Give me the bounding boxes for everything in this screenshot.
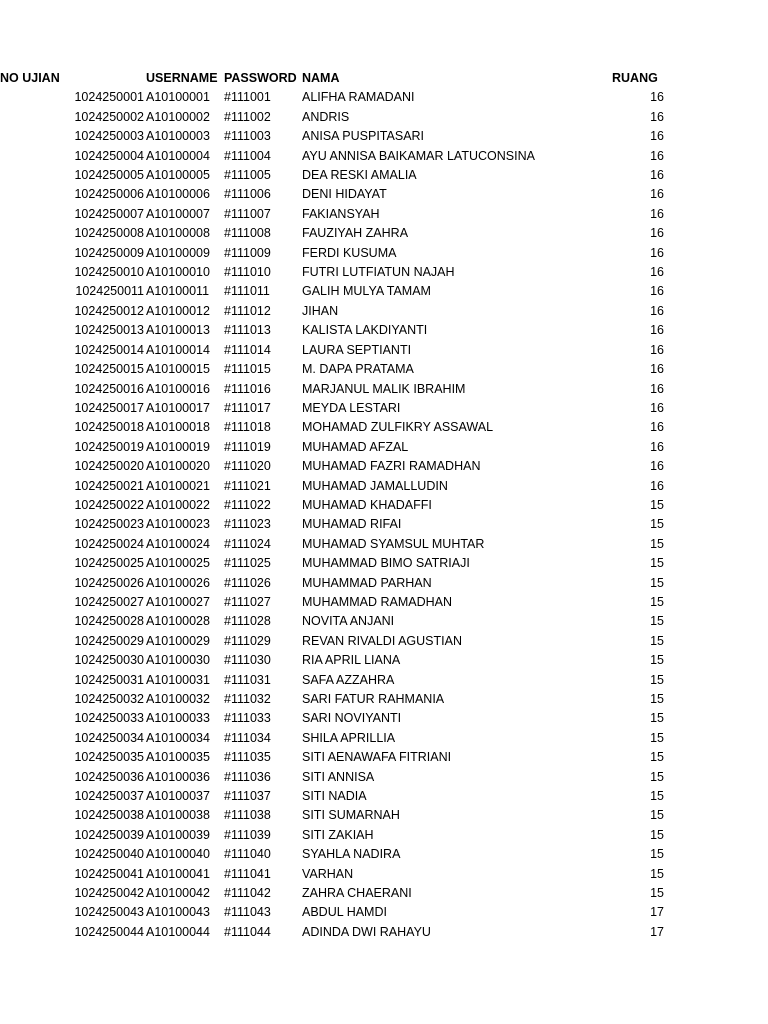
cell-password: #111004: [224, 148, 271, 163]
cell-username: A10100041: [146, 866, 210, 881]
cell-password: #111015: [224, 362, 271, 377]
table-row: [0, 205, 664, 224]
cell-username: A10100042: [146, 886, 210, 901]
cell-no-ujian: 1024250014: [74, 342, 144, 357]
cell-username: A10100043: [146, 905, 210, 920]
cell-ruang: 15: [650, 536, 664, 551]
cell-nama: GALIH MULYA TAMAM: [302, 284, 431, 299]
cell-no-ujian: 1024250044: [74, 924, 144, 939]
cell-username: A10100033: [146, 711, 210, 726]
cell-nama: MUHAMMAD RAMADHAN: [302, 594, 452, 609]
cell-no-ujian: 1024250012: [74, 303, 144, 318]
header-password: PASSWORD: [224, 71, 297, 85]
table-row: [0, 709, 664, 728]
cell-nama: SARI FATUR RAHMANIA: [302, 692, 445, 706]
cell-ruang: 16: [650, 459, 664, 474]
cell-nama: LAURA SEPTIANTI: [302, 342, 412, 357]
cell-password: #111024: [224, 536, 271, 551]
cell-ruang: 16: [650, 362, 664, 377]
cell-username: A10100040: [146, 847, 210, 862]
cell-password: #111016: [224, 381, 271, 396]
cell-password: #111018: [224, 420, 271, 435]
cell-password: #111012: [224, 303, 271, 318]
cell-password: #111005: [224, 168, 271, 183]
table-row: [0, 108, 664, 127]
cell-ruang: 15: [650, 730, 664, 745]
table-row: [0, 282, 664, 301]
table-row: [0, 321, 664, 340]
cell-password: #111007: [224, 206, 271, 221]
cell-no-ujian: 1024250042: [74, 886, 144, 901]
table-row: [0, 166, 664, 185]
cell-password: #111021: [224, 478, 271, 493]
table-row: [0, 748, 664, 767]
cell-no-ujian: 1024250037: [74, 789, 144, 804]
table-row: [0, 787, 664, 806]
cell-no-ujian: 1024250036: [74, 769, 144, 784]
table-row: [0, 515, 664, 534]
cell-ruang: 16: [650, 206, 664, 221]
cell-nama: MARJANUL MALIK IBRAHIM: [302, 381, 466, 396]
cell-ruang: 15: [650, 750, 664, 765]
cell-ruang: 16: [650, 148, 664, 163]
cell-no-ujian: 1024250041: [74, 866, 144, 881]
table-row: [0, 127, 664, 146]
table-row: [0, 806, 664, 825]
cell-ruang: 16: [650, 439, 664, 454]
cell-nama: FAKIANSYAH: [302, 206, 380, 221]
cell-ruang: 16: [650, 323, 664, 338]
cell-password: #111023: [224, 517, 271, 532]
cell-username: A10100009: [146, 245, 210, 260]
cell-nama: MEYDA LESTARI: [302, 400, 401, 415]
cell-nama: MUHAMAD JAMALLUDIN: [302, 478, 448, 493]
cell-username: A10100022: [146, 497, 210, 512]
cell-password: #111003: [224, 129, 271, 144]
cell-nama: MUHAMMAD BIMO SATRIAJI: [302, 556, 470, 571]
cell-password: #111010: [224, 265, 271, 280]
cell-username: A10100003: [146, 129, 210, 144]
table-row: [0, 651, 664, 670]
cell-password: #111027: [224, 594, 271, 609]
cell-ruang: 16: [650, 303, 664, 318]
cell-username: A10100031: [146, 672, 210, 687]
cell-ruang: 15: [650, 614, 664, 629]
cell-ruang: 15: [650, 789, 664, 804]
cell-no-ujian: 1024250007: [74, 206, 144, 221]
header-username: USERNAME: [146, 71, 218, 85]
cell-password: #111041: [224, 866, 271, 881]
table-row: [0, 593, 664, 612]
cell-username: A10100028: [146, 614, 210, 629]
cell-password: #111026: [224, 575, 271, 590]
cell-no-ujian: 1024250034: [74, 730, 144, 745]
cell-username: A10100017: [146, 400, 210, 415]
cell-password: #111028: [224, 614, 271, 629]
cell-nama: AYU ANNISA BAIKAMAR LATUCONSINA: [302, 148, 535, 163]
cell-nama: SITI ANNISA: [302, 769, 375, 784]
cell-no-ujian: 1024250022: [74, 497, 144, 512]
table-row: [0, 574, 664, 593]
cell-ruang: 16: [650, 129, 664, 144]
cell-username: A10100005: [146, 168, 210, 183]
table-row: [0, 380, 664, 399]
cell-ruang: 15: [650, 847, 664, 862]
table-row: [0, 244, 664, 263]
cell-nama: ZAHRA CHAERANI: [302, 886, 412, 901]
table-row: [0, 224, 664, 243]
cell-no-ujian: 1024250002: [74, 109, 144, 124]
table-row: [0, 457, 664, 476]
cell-ruang: 17: [650, 924, 664, 939]
cell-nama: MOHAMAD ZULFIKRY ASSAWAL: [302, 420, 494, 435]
cell-username: A10100044: [146, 924, 210, 939]
cell-username: A10100039: [146, 827, 210, 842]
table-row: [0, 341, 664, 360]
cell-ruang: 15: [650, 711, 664, 726]
cell-nama: FAUZIYAH ZAHRA: [302, 226, 409, 241]
cell-nama: FERDI KUSUMA: [302, 245, 397, 260]
cell-username: A10100025: [146, 556, 210, 571]
cell-ruang: 16: [650, 400, 664, 415]
cell-password: #111020: [224, 459, 271, 474]
cell-no-ujian: 1024250025: [74, 556, 144, 571]
cell-no-ujian: 1024250032: [74, 692, 144, 706]
cell-nama: SAFA AZZAHRA: [302, 672, 395, 687]
cell-password: #111009: [224, 245, 271, 260]
cell-no-ujian: 1024250003: [74, 129, 144, 144]
cell-username: A10100024: [146, 536, 210, 551]
cell-no-ujian: 1024250011: [75, 284, 144, 299]
header-no-ujian: NO UJIAN: [0, 71, 60, 85]
cell-nama: ALIFHA RAMADANI: [302, 90, 415, 105]
cell-ruang: 16: [650, 420, 664, 435]
cell-password: #111039: [224, 827, 271, 842]
cell-password: #111034: [224, 730, 271, 745]
table-row: [0, 845, 664, 864]
cell-username: A10100037: [146, 789, 210, 804]
cell-username: A10100006: [146, 187, 210, 202]
cell-username: A10100010: [146, 265, 210, 280]
cell-username: A10100034: [146, 730, 210, 745]
cell-nama: REVAN RIVALDI AGUSTIAN: [302, 633, 462, 648]
cell-username: A10100030: [146, 653, 210, 668]
cell-password: #111022: [224, 497, 271, 512]
cell-nama: SHILA APRILLIA: [302, 730, 396, 745]
cell-no-ujian: 1024250028: [74, 614, 144, 629]
table-row: [0, 477, 664, 496]
cell-no-ujian: 1024250009: [74, 245, 144, 260]
table-row: [0, 496, 664, 515]
cell-nama: MUHAMAD AFZAL: [302, 439, 409, 454]
cell-no-ujian: 1024250021: [74, 478, 144, 493]
cell-password: #111030: [224, 653, 271, 668]
cell-password: #111029: [224, 633, 271, 648]
cell-nama: ABDUL HAMDI: [302, 905, 387, 920]
cell-no-ujian: 1024250035: [74, 750, 144, 765]
cell-nama: RIA APRIL LIANA: [302, 653, 401, 668]
cell-password: #111025: [224, 556, 271, 571]
cell-ruang: 16: [650, 109, 664, 124]
cell-username: A10100016: [146, 381, 210, 396]
table-body: [0, 88, 664, 942]
cell-password: #111031: [224, 672, 271, 687]
table-row: [0, 826, 664, 845]
cell-username: A10100008: [146, 226, 210, 241]
table-row: [0, 302, 664, 321]
cell-nama: JIHAN: [302, 303, 339, 318]
table-row: [0, 903, 664, 922]
table-row: [0, 418, 664, 437]
cell-password: #111044: [224, 924, 271, 939]
cell-ruang: 15: [650, 653, 664, 668]
cell-ruang: 15: [650, 827, 664, 842]
header-nama: NAMA: [302, 71, 340, 85]
table-row: [0, 147, 664, 166]
cell-nama: NOVITA ANJANI: [302, 614, 395, 629]
cell-password: #111035: [224, 750, 271, 765]
cell-no-ujian: 1024250030: [74, 653, 144, 668]
cell-nama: KALISTA LAKDIYANTI: [302, 323, 428, 338]
cell-ruang: 15: [650, 497, 664, 512]
cell-username: A10100038: [146, 808, 210, 823]
cell-ruang: 16: [650, 168, 664, 183]
cell-no-ujian: 1024250038: [74, 808, 144, 823]
cell-nama: M. DAPA PRATAMA: [302, 362, 414, 377]
cell-username: A10100019: [146, 439, 210, 454]
table-row: [0, 535, 664, 554]
table-row: [0, 690, 664, 709]
cell-no-ujian: 1024250043: [74, 905, 144, 920]
table-row: [0, 185, 664, 204]
cell-username: A10100007: [146, 206, 210, 221]
cell-username: A10100020: [146, 459, 210, 474]
cell-no-ujian: 1024250040: [74, 847, 144, 862]
cell-username: A10100002: [146, 109, 210, 124]
cell-password: #111033: [224, 711, 271, 726]
table-row: [0, 671, 664, 690]
cell-ruang: 15: [650, 672, 664, 687]
cell-password: #111037: [224, 789, 271, 804]
cell-username: A10100027: [146, 594, 210, 609]
cell-username: A10100014: [146, 342, 210, 357]
cell-nama: ANISA PUSPITASARI: [302, 129, 425, 144]
table-row: [0, 360, 664, 379]
cell-no-ujian: 1024250004: [74, 148, 144, 163]
cell-username: A10100015: [146, 362, 210, 377]
cell-nama: MUHAMAD KHADAFFI: [302, 497, 432, 512]
cell-no-ujian: 1024250020: [74, 459, 144, 474]
cell-ruang: 16: [650, 187, 664, 202]
cell-password: #111001: [224, 90, 271, 105]
cell-password: #111006: [224, 187, 271, 202]
cell-ruang: 15: [650, 556, 664, 571]
cell-nama: ANDRIS: [302, 109, 350, 124]
table-row: [0, 923, 664, 942]
table-row: [0, 554, 664, 573]
cell-nama: SITI ZAKIAH: [302, 827, 374, 842]
cell-username: A10100023: [146, 517, 210, 532]
cell-username: A10100011: [146, 284, 210, 299]
cell-password: #111042: [224, 886, 271, 901]
cell-ruang: 16: [650, 245, 664, 260]
cell-ruang: 15: [650, 886, 664, 901]
cell-username: A10100013: [146, 323, 210, 338]
cell-no-ujian: 1024250039: [74, 827, 144, 842]
cell-ruang: 16: [650, 342, 664, 357]
cell-no-ujian: 1024250015: [74, 362, 144, 377]
cell-ruang: 15: [650, 808, 664, 823]
cell-nama: VARHAN: [302, 866, 354, 881]
cell-username: A10100018: [146, 420, 210, 435]
cell-ruang: 16: [650, 90, 664, 105]
cell-username: A10100001: [146, 90, 210, 105]
cell-password: #111011: [224, 284, 270, 299]
table-row: [0, 263, 664, 282]
cell-username: A10100035: [146, 750, 210, 765]
cell-no-ujian: 1024250013: [74, 323, 144, 338]
cell-nama: SYAHLA NADIRA: [302, 847, 401, 862]
cell-ruang: 15: [650, 769, 664, 784]
cell-ruang: 16: [650, 226, 664, 241]
cell-password: #111008: [224, 226, 271, 241]
header-row: [0, 69, 664, 88]
cell-ruang: 15: [650, 633, 664, 648]
cell-no-ujian: 1024250016: [74, 381, 144, 396]
cell-no-ujian: 1024250017: [74, 400, 144, 415]
cell-nama: MUHAMAD RIFAI: [302, 517, 402, 532]
cell-username: A10100032: [146, 692, 210, 706]
cell-nama: DEA RESKI AMALIA: [302, 168, 417, 183]
cell-ruang: 16: [650, 284, 664, 299]
cell-username: A10100021: [146, 478, 210, 493]
cell-ruang: 16: [650, 478, 664, 493]
cell-username: A10100036: [146, 769, 210, 784]
cell-ruang: 15: [650, 517, 664, 532]
cell-no-ujian: 1024250019: [74, 439, 144, 454]
cell-ruang: 15: [650, 866, 664, 881]
cell-no-ujian: 1024250024: [74, 536, 144, 551]
cell-no-ujian: 1024250031: [74, 672, 144, 687]
header-ruang: RUANG: [612, 71, 658, 85]
cell-password: #111017: [224, 400, 271, 415]
cell-password: #111002: [224, 109, 271, 124]
cell-nama: SITI NADIA: [302, 789, 367, 804]
cell-no-ujian: 1024250026: [74, 575, 144, 590]
table-row: [0, 632, 664, 651]
table-row: [0, 612, 664, 631]
table-row: [0, 88, 664, 107]
cell-username: A10100026: [146, 575, 210, 590]
cell-ruang: 17: [650, 905, 664, 920]
cell-no-ujian: 1024250027: [74, 594, 144, 609]
cell-password: #111036: [224, 769, 271, 784]
table-row: [0, 884, 664, 903]
cell-no-ujian: 1024250029: [74, 633, 144, 648]
table-row: [0, 768, 664, 787]
cell-password: #111014: [224, 342, 271, 357]
cell-no-ujian: 1024250033: [74, 711, 144, 726]
table-row: [0, 399, 664, 418]
cell-no-ujian: 1024250010: [74, 265, 144, 280]
cell-ruang: 15: [650, 575, 664, 590]
cell-password: #111043: [224, 905, 271, 920]
cell-no-ujian: 1024250005: [74, 168, 144, 183]
cell-ruang: 15: [650, 692, 664, 706]
cell-nama: SITI SUMARNAH: [302, 808, 400, 823]
cell-password: #111038: [224, 808, 271, 823]
cell-no-ujian: 1024250023: [74, 517, 144, 532]
cell-nama: MUHAMAD SYAMSUL MUHTAR: [302, 536, 485, 551]
cell-nama: MUHAMMAD PARHAN: [302, 575, 432, 590]
cell-no-ujian: 1024250008: [74, 226, 144, 241]
cell-nama: SITI AENAWAFA FITRIANI: [302, 750, 452, 765]
cell-no-ujian: 1024250018: [74, 420, 144, 435]
cell-nama: DENI HIDAYAT: [302, 187, 387, 202]
cell-username: A10100004: [146, 148, 210, 163]
cell-password: #111032: [224, 692, 271, 706]
cell-no-ujian: 1024250001: [74, 90, 144, 105]
roster-sheet: [0, 69, 768, 942]
cell-username: A10100029: [146, 633, 210, 648]
cell-ruang: 16: [650, 381, 664, 396]
cell-nama: ADINDA DWI RAHAYU: [302, 924, 431, 939]
table-header: [0, 69, 664, 88]
table-row: [0, 865, 664, 884]
table-row: [0, 729, 664, 748]
table-row: [0, 438, 664, 457]
roster-table: [0, 69, 664, 942]
cell-nama: SARI NOVIYANTI: [302, 711, 402, 726]
cell-password: #111013: [224, 323, 271, 338]
cell-password: #111040: [224, 847, 271, 862]
cell-nama: MUHAMAD FAZRI RAMADHAN: [302, 459, 481, 474]
cell-nama: FUTRI LUTFIATUN NAJAH: [302, 265, 455, 280]
cell-ruang: 16: [650, 265, 664, 280]
cell-no-ujian: 1024250006: [74, 187, 144, 202]
cell-username: A10100012: [146, 303, 210, 318]
cell-password: #111019: [224, 439, 271, 454]
cell-ruang: 15: [650, 594, 664, 609]
